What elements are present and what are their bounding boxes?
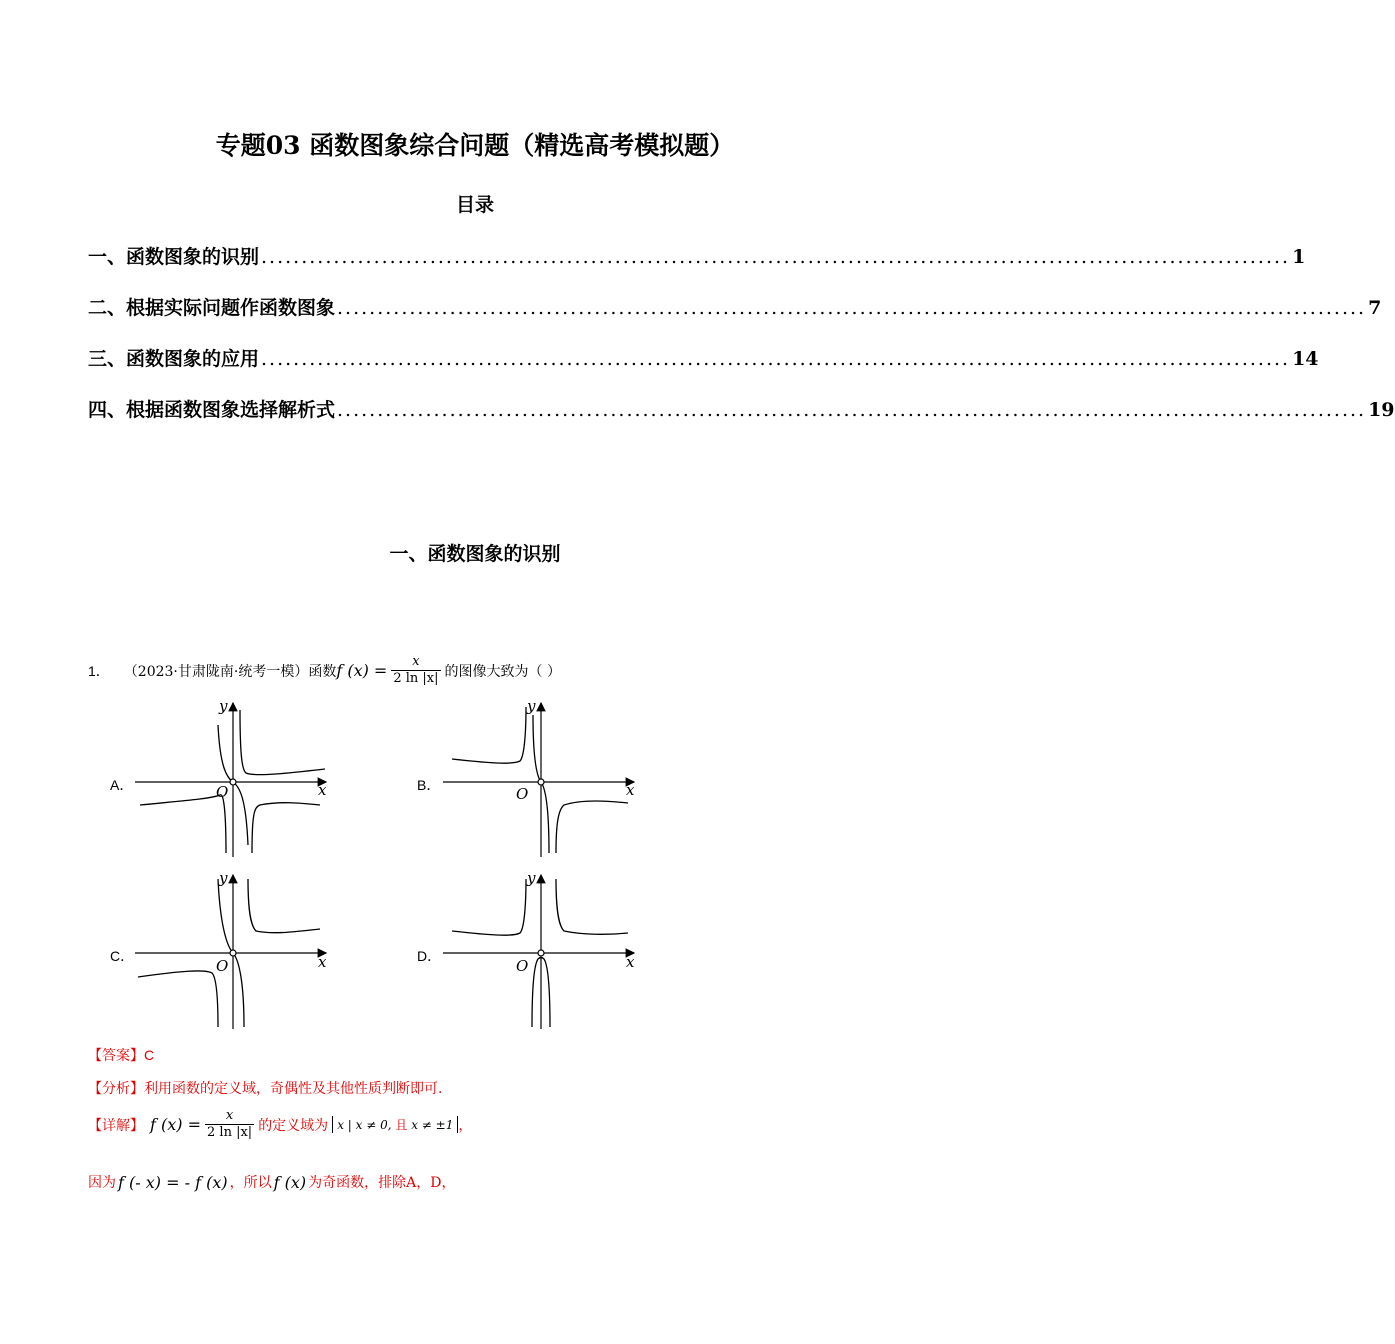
detail-text: 的定义域为: [258, 1117, 329, 1134]
curve-left: [452, 707, 526, 763]
x-axis-label: x: [318, 781, 327, 799]
toc-item-label: 二、根据实际问题作函数图象: [88, 297, 336, 319]
page-title: 专题03 函数图象综合问题（精选高考模拟题）: [215, 131, 735, 160]
toc-item-page: 19: [1368, 399, 1395, 421]
line2-text-c: 为奇函数，排除A，D，: [308, 1175, 456, 1191]
curve-left: [138, 971, 218, 1027]
domain-part-a: x | x ≠ 0,: [337, 1118, 392, 1132]
y-axis-label: y: [527, 697, 536, 715]
analysis-line: [88, 1078, 442, 1098]
x-axis-label: x: [626, 781, 635, 799]
domain-and: 且: [395, 1118, 408, 1132]
option-b-label[interactable]: B．: [417, 777, 441, 793]
line2-text-b: ，所以: [229, 1175, 272, 1191]
toc-leader: ................................................................................................................................: [261, 246, 1291, 268]
section-heading: 一、函数图象的识别: [389, 543, 561, 565]
curve-right: [556, 879, 628, 934]
function-name: f (x) =: [336, 661, 388, 680]
curve-right-lower: [252, 803, 320, 853]
curve-left: [452, 879, 526, 935]
answer-tag: 【答案】: [88, 1048, 144, 1064]
option-a-label[interactable]: A．: [110, 777, 134, 793]
line2-math-2: f (x): [273, 1172, 307, 1192]
toc-item[interactable]: [88, 293, 1382, 320]
origin-label: O: [216, 783, 229, 801]
question-stem: [88, 654, 561, 687]
answer-line: [88, 1045, 154, 1065]
curve-right: [556, 801, 628, 853]
fraction-numerator: x: [412, 654, 420, 669]
line2-text-a: 因为: [88, 1175, 116, 1191]
y-axis-label: y: [219, 697, 228, 715]
detail-denominator: 2 ln |x|: [207, 1125, 253, 1140]
option-b-graph[interactable]: [438, 695, 648, 860]
toc-item-page: 1: [1292, 246, 1306, 268]
origin-label: O: [516, 785, 529, 803]
option-c-label[interactable]: C．: [110, 948, 135, 964]
x-axis-label: x: [318, 953, 327, 971]
detail-end: ，: [458, 1117, 473, 1134]
analysis-text: 利用函数的定义域，奇偶性及其他性质判断即可.: [144, 1081, 443, 1097]
toc-item[interactable]: [88, 242, 1306, 269]
toc-heading: 目录: [455, 194, 494, 216]
origin-hole: [230, 950, 236, 956]
detail-numerator: x: [225, 1108, 234, 1123]
toc-leader: ................................................................................................................................: [261, 348, 1291, 370]
toc-item-label: 一、函数图象的识别: [88, 246, 260, 268]
toc-item[interactable]: [88, 395, 1395, 422]
detail-fraction: [205, 1108, 254, 1141]
detail-function-name: f (x) =: [150, 1115, 202, 1134]
origin-label: O: [216, 957, 229, 975]
question-number: 1．: [88, 662, 110, 679]
detail-tag: 【详解】: [88, 1117, 144, 1134]
domain-set: [332, 1116, 458, 1133]
toc-item-page: 14: [1292, 348, 1319, 370]
origin-label: O: [516, 957, 529, 975]
detail-line-2: [88, 1172, 455, 1192]
option-d-graph[interactable]: [438, 867, 648, 1032]
curve-left: [140, 795, 226, 853]
toc-item-label: 三、函数图象的应用: [88, 348, 260, 370]
toc-item[interactable]: [88, 344, 1319, 371]
x-axis-label: x: [626, 953, 635, 971]
option-a-graph[interactable]: [130, 695, 340, 860]
toc-item-page: 7: [1368, 297, 1382, 319]
function-fraction: [391, 654, 440, 687]
origin-hole: [230, 779, 236, 785]
analysis-tag: 【分析】: [88, 1081, 144, 1097]
domain-part-b: x ≠ ±1: [411, 1118, 454, 1132]
toc-leader: ................................................................................................................................: [337, 399, 1367, 421]
origin-hole: [538, 950, 544, 956]
question-source: （2023·甘肃陇南·统考一模）函数: [123, 663, 337, 680]
option-d-label[interactable]: D．: [417, 948, 442, 964]
toc-item-label: 四、根据函数图象选择解析式: [88, 399, 336, 421]
curve-right-upper: [240, 710, 325, 775]
answer-value: C: [144, 1047, 155, 1063]
line2-math-1: f (- x) = - f (x): [118, 1172, 228, 1192]
origin-hole: [538, 779, 544, 785]
y-axis-label: y: [219, 869, 228, 887]
fraction-denominator: 2 ln |x|: [393, 671, 439, 686]
question-suffix: 的图像大致为（ ）: [444, 663, 561, 680]
y-axis-label: y: [527, 869, 536, 887]
detail-line: [88, 1108, 472, 1141]
option-c-graph[interactable]: [130, 867, 340, 1032]
toc-leader: ................................................................................................................................: [337, 297, 1367, 319]
curve-right: [248, 879, 320, 933]
